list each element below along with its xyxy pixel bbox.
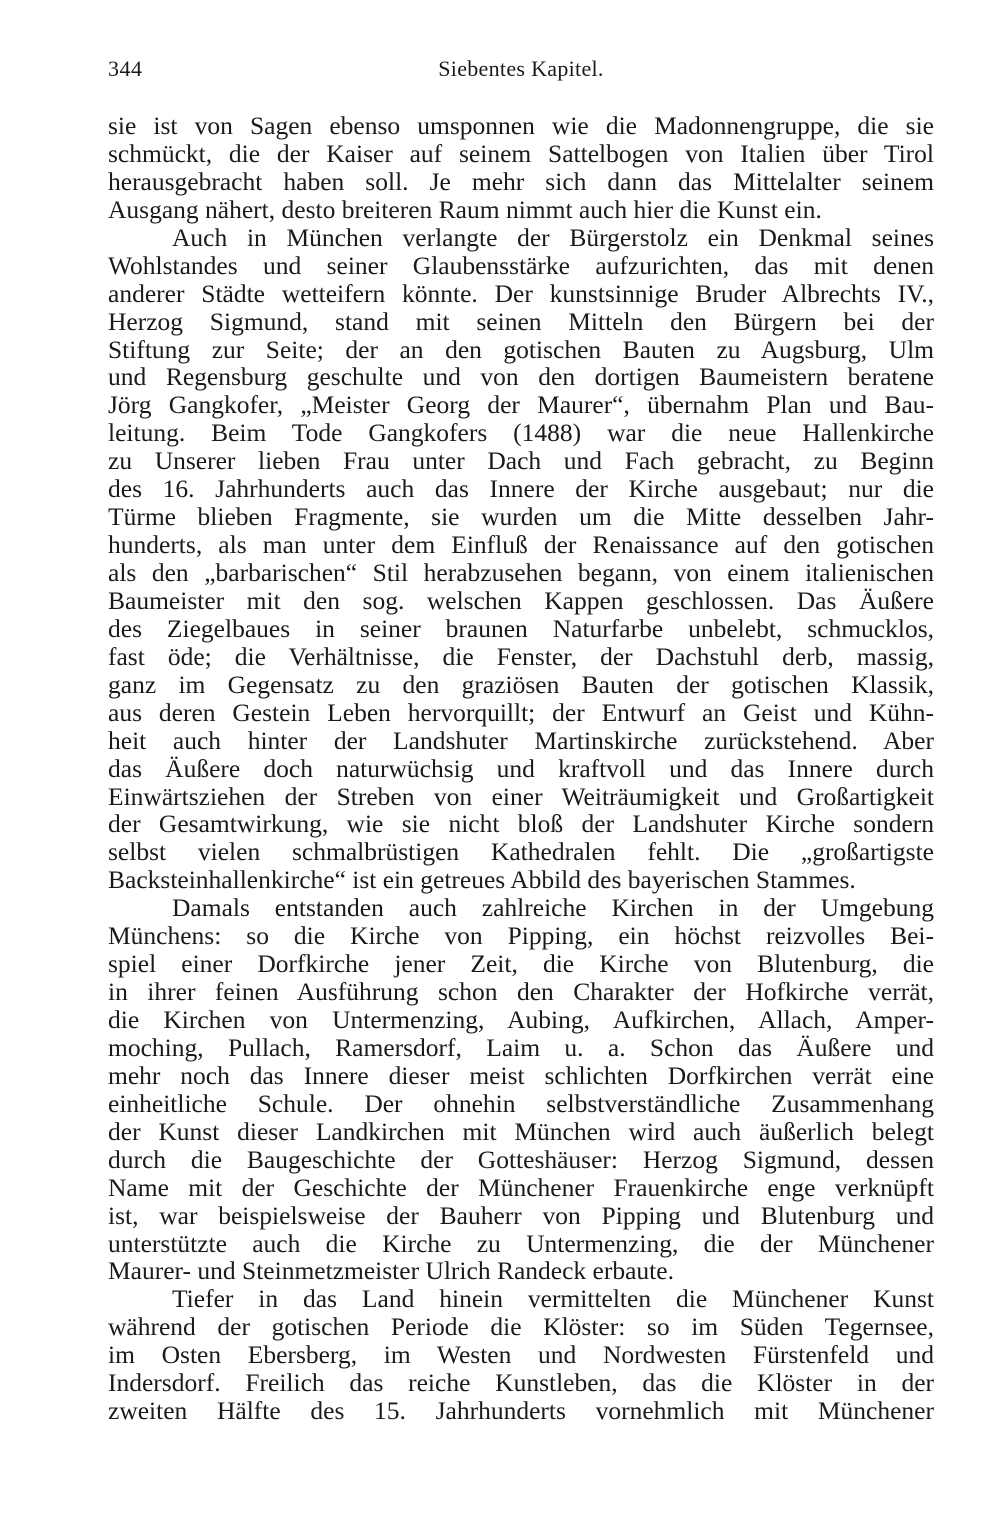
- text-line: leitung. Beim Tode Gangkofers (1488) war die neue Hallenkirche: [108, 418, 934, 448]
- text-line: Herzog Sigmund, stand mit seinen Mitteln den Bürgern bei der: [108, 306, 934, 336]
- running-title: Siebentes Kapitel.: [438, 56, 604, 81]
- text-line: selbst vielen schmalbrüstigen Kathedralen fehlt. Die „großartigste: [108, 837, 934, 867]
- text-line: moching, Pullach, Ramersdorf, Laim u. a. Schon das Äußere und: [108, 1032, 934, 1062]
- text-line: herausgebracht haben soll. Je mehr sich dann das Mittelalter seinem: [108, 166, 934, 196]
- text-line: Backsteinhallenkirche“ ist ein getreues Abbild des bayerischen Stammes.: [108, 865, 856, 895]
- text-line: Münchens: so die Kirche von Pipping, ein höchst reizvolles Bei-: [108, 921, 934, 951]
- page-number: 344: [108, 56, 143, 81]
- text-line: Maurer- und Steinmetzmeister Ulrich Randeck erbaute.: [108, 1256, 674, 1286]
- paragraph: [108, 224, 934, 895]
- text-line: der Gesamtwirkung, wie sie nicht bloß der Landshuter Kirche sondern: [108, 809, 934, 839]
- text-line: fast öde; die Verhältnisse, die Fenster, der Dachstuhl derb, massig,: [108, 641, 934, 671]
- text-line: hunderts, als man unter dem Einfluß der Renaissance auf den gotischen: [108, 530, 934, 560]
- text-line: der Kunst dieser Landkirchen mit München wird auch äußerlich belegt: [108, 1116, 934, 1146]
- text-line: durch die Baugeschichte der Gotteshäuser: Herzog Sigmund, dessen: [108, 1144, 934, 1174]
- text-line: heit auch hinter der Landshuter Martinskirche zurückstehend. Aber: [108, 725, 934, 755]
- text-line: während der gotischen Periode die Klöster: so im Süden Tegernsee,: [108, 1312, 934, 1342]
- paragraph: [108, 112, 934, 224]
- text-line: Name mit der Geschichte der Münchener Frauenkirche enge verknüpft: [108, 1172, 934, 1202]
- text-line: im Osten Ebersberg, im Westen und Nordwesten Fürstenfeld und: [108, 1340, 934, 1370]
- text-line: und Regensburg geschulte und von den dortigen Baumeistern beratene: [108, 362, 934, 392]
- text-line: sie ist von Sagen ebenso umsponnen wie die Madonnengruppe, die sie: [108, 111, 934, 140]
- text-line: Auch in München verlangte der Bürgerstolz ein Denkmal seines: [172, 222, 934, 252]
- text-line: des Ziegelbaues in seiner braunen Naturfarbe unbelebt, schmucklos,: [108, 613, 934, 643]
- text-line: Jörg Gangkofer, „Meister Georg der Maurer“, übernahm Plan und Bau-: [108, 390, 934, 420]
- text-line: des 16. Jahrhunderts auch das Innere der Kirche ausgebaut; nur die: [108, 474, 934, 504]
- text-line: aus deren Gestein Leben hervorquillt; der Entwurf an Geist und Kühn-: [108, 697, 934, 727]
- text-line: als den „barbarischen“ Stil herabzusehen begann, von einem italienischen: [108, 558, 934, 587]
- text-line: Damals entstanden auch zahlreiche Kirchen in der Umgebung: [172, 893, 934, 923]
- text-line: Wohlstandes und seiner Glaubensstärke aufzurichten, das mit denen: [108, 250, 934, 280]
- text-line: ganz im Gegensatz zu den graziösen Bauten der gotischen Klassik,: [108, 669, 934, 699]
- text-line: zweiten Hälfte des 15. Jahrhunderts vornehmlich mit Münchener: [108, 1396, 934, 1426]
- text-line: die Kirchen von Untermenzing, Aubing, Aufkirchen, Allach, Amper-: [108, 1005, 934, 1034]
- text-line: schmückt, die der Kaiser auf seinem Sattelbogen von Italien über Tirol: [108, 138, 934, 168]
- body-text: [108, 112, 934, 1425]
- text-line: das Äußere doch naturwüchsig und kraftvoll und das Innere durch: [108, 753, 934, 783]
- paragraph: [108, 1285, 934, 1425]
- text-line: in ihrer feinen Ausführung schon den Charakter der Hofkirche verrät,: [108, 977, 934, 1007]
- text-line: mehr noch das Innere dieser meist schlichten Dorfkirchen verrät eine: [108, 1060, 934, 1090]
- text-line: Tiefer in das Land hinein vermittelten die Münchener Kunst: [172, 1284, 934, 1314]
- text-line: unterstützte auch die Kirche zu Untermenzing, die der Münchener: [108, 1228, 934, 1258]
- text-line: Baumeister mit den sog. welschen Kappen geschlossen. Das Äußere: [108, 585, 934, 615]
- text-line: Ausgang nähert, desto breiteren Raum nimmt auch hier die Kunst ein.: [108, 194, 822, 224]
- text-line: Einwärtsziehen der Streben von einer Weiträumigkeit und Großartigkeit: [108, 781, 934, 811]
- paragraph: [108, 894, 934, 1285]
- text-line: spiel einer Dorfkirche jener Zeit, die Kirche von Blutenburg, die: [108, 949, 934, 979]
- text-line: einheitliche Schule. Der ohnehin selbstverständliche Zusammenhang: [108, 1088, 934, 1118]
- text-line: Türme blieben Fragmente, sie wurden um die Mitte desselben Jahr-: [108, 502, 934, 532]
- text-line: ist, war beispielsweise der Bauherr von Pipping und Blutenburg und: [108, 1200, 934, 1230]
- text-line: Stiftung zur Seite; der an den gotischen Bauten zu Augsburg, Ulm: [108, 334, 934, 364]
- text-line: anderer Städte wetteifern könnte. Der kunstsinnige Bruder Albrechts IV.,: [108, 278, 934, 308]
- page-header: [108, 56, 934, 86]
- text-line: Indersdorf. Freilich das reiche Kunstleben, das die Klöster in der: [108, 1368, 934, 1398]
- text-line: zu Unserer lieben Frau unter Dach und Fach gebracht, zu Beginn: [108, 446, 934, 476]
